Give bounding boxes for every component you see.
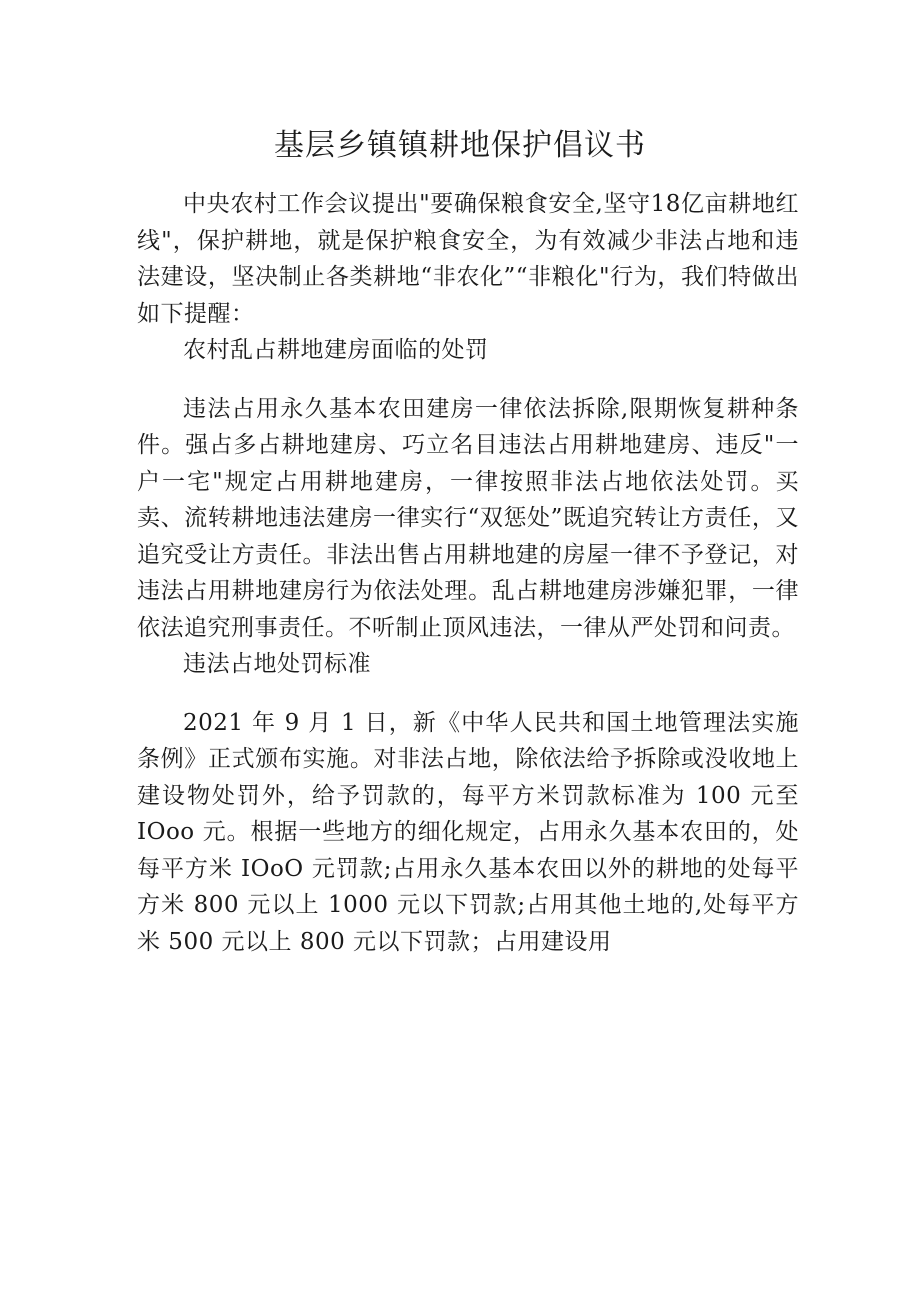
document-body [137, 186, 799, 960]
section-paragraph-standards: 2021 年 9 月 1 日，新《中华人民共和国土地管理法实施条例》正式颁布实施。对非法占地，除依法给予拆除或没收地上建设物处罚外，给予罚款的，每平方米罚款标准为 100 元至IOoo 元。根据一些地方的细化规定，占用永久基本农田的，处每平方米 IOoO 元罚款;占用永久基本农田以外的耕地的处每平方米 800 元以上 1000 元以下罚款;占用其他土地的,处每平方米 500 元以上 800 元以下罚款；占用建设用 [137, 709, 799, 955]
section-paragraph-penalties: 违法占用永久基本农田建房一律依法拆除,限期恢复耕种条件。强占多占耕地建房、巧立名目违法占用耕地建房、违反"一户一宅"规定占用耕地建房，一律按照非法占地依法处罚。买卖、流转耕地违法建房一律实行“双惩处”既追究转让方责任，又追究受让方责任。非法出售占用耕地建的房屋一律不予登记，对违法占用耕地建房行为依法处理。乱占耕地建房涉嫌犯罪，一律依法追究刑事责任。不听制止顶风违法，一律从严处罚和问责。 [137, 395, 799, 641]
intro-paragraph: 中央农村工作会议提出"要确保粮食安全,坚守18亿亩耕地红线"，保护耕地，就是保护粮食安全，为有效减少非法占地和违法建设，坚决制止各类耕地“非农化”“非粮化"行为，我们特做出如下提醒： [137, 191, 799, 327]
document-title: 基层乡镇镇耕地保护倡议书 [274, 128, 646, 163]
section-heading-penalties: 农村乱占耕地建房面临的处罚 [183, 337, 489, 363]
section-heading-standards: 违法占地处罚标准 [183, 651, 371, 677]
